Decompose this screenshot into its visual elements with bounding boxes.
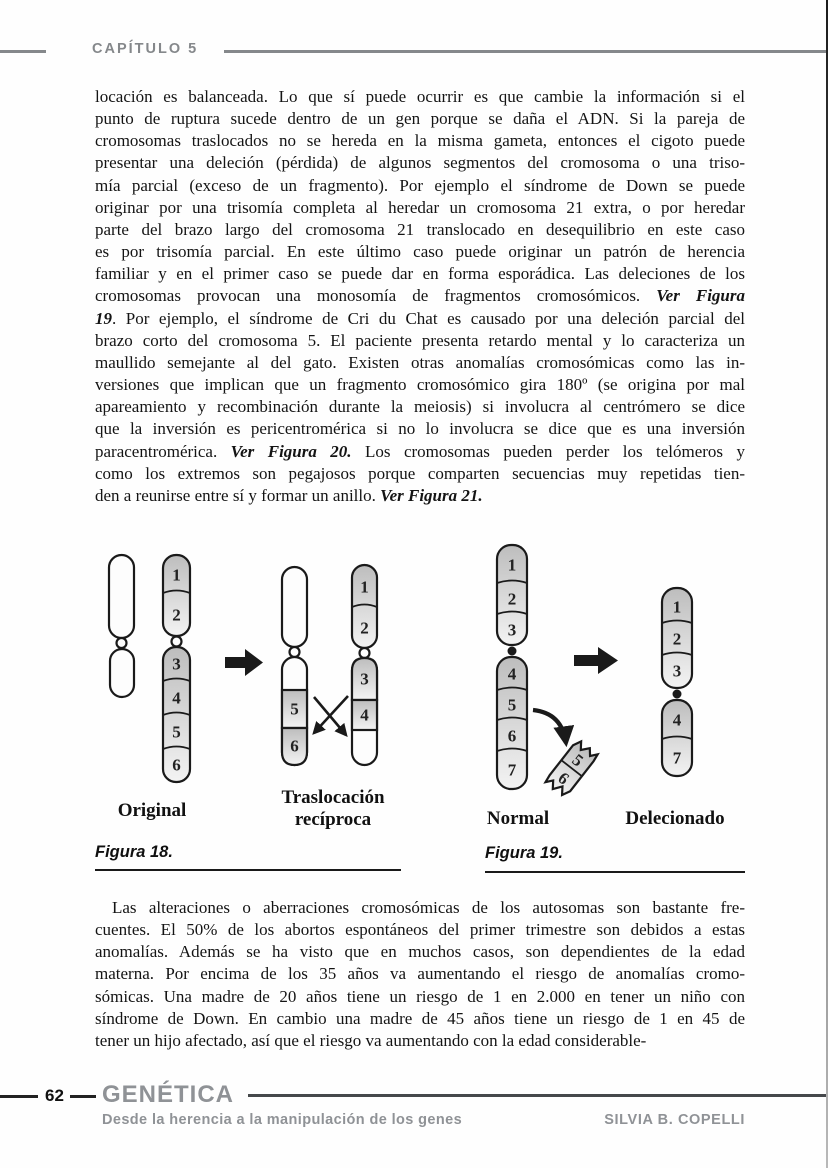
paragraph-aberrations-risk: Las alteraciones o aberraciones cromosómicas de los autosomas son bastante fre- cuentes. El 50% de los abortos espontáneos del primer trimestre son debidos a estas anomalías. Además se ha visto que en muchos casos, son dependientes de la edad materna. Por encima de los 35 años va aumentando el riesgo de anomalías cromo- sómicas. Una madre de 20 años tiene un riesgo de 1 en 2.000 en tener un niño con síndrome de Down. En cambio una madre de 45 años tiene un riesgo de 1 en 45 de tener un hijo afectado, así que el riesgo va aumentando con la edad considerable-: [95, 898, 745, 1050]
svg-text:5: 5: [568, 750, 587, 771]
svg-text:3: 3: [172, 654, 181, 674]
chromosome-original-banded: [163, 555, 190, 782]
chromosome-translocated-right: [352, 565, 377, 765]
footer-rule-left: [0, 1095, 38, 1098]
svg-text:6: 6: [507, 726, 517, 746]
page-number: 62: [45, 1086, 64, 1105]
figure-19-rule: [485, 871, 745, 873]
svg-text:7: 7: [507, 760, 517, 780]
figure-19-caption: Figura 19.: [485, 844, 563, 862]
right-arrow-icon: [574, 647, 618, 674]
header-rule-left: [0, 50, 46, 53]
svg-text:3: 3: [672, 661, 682, 681]
figure-18-label-original: Original: [117, 800, 187, 821]
header-rule-right: [224, 50, 828, 53]
svg-text:3: 3: [360, 669, 369, 689]
figure-18-caption: Figura 18.: [95, 843, 173, 861]
svg-text:1: 1: [672, 597, 682, 617]
svg-text:5: 5: [507, 695, 517, 715]
figure-18-rule: [95, 869, 401, 871]
book-subtitle: Desde la herencia a la manipulación de los genes: [102, 1112, 463, 1128]
chromosome-deleted: [662, 588, 692, 776]
footer-rule-mid: [70, 1095, 96, 1098]
svg-text:4: 4: [360, 705, 369, 725]
curved-deletion-arrow-icon: [533, 710, 566, 743]
figure-19-label-normal: Normal: [486, 808, 550, 829]
footer-rule-right: [248, 1094, 828, 1097]
book-author: SILVIA B. COPELLI: [604, 1112, 745, 1128]
chromosome-normal: [497, 545, 527, 789]
svg-text:3: 3: [507, 620, 517, 640]
crossed-exchange-arrows-icon: [314, 696, 348, 735]
svg-text:2: 2: [672, 629, 682, 649]
chromosome-translocated-left: [282, 567, 307, 765]
svg-text:2: 2: [360, 618, 369, 638]
figure-19-label-deleted: Delecionado: [625, 808, 725, 829]
svg-text:4: 4: [672, 710, 682, 730]
figure-18-diagram: [95, 545, 405, 837]
svg-text:6: 6: [554, 768, 573, 789]
svg-text:1: 1: [507, 555, 517, 575]
svg-text:2: 2: [507, 589, 517, 609]
svg-text:7: 7: [672, 748, 682, 768]
figure-18-label-translocation-line1: Traslocación: [281, 787, 385, 808]
figure-18-label-translocation-line2: recíproca: [294, 809, 372, 830]
deleted-fragment: [544, 739, 598, 798]
svg-text:6: 6: [172, 755, 181, 775]
chromosome-original-plain: [109, 555, 134, 697]
chapter-heading: CAPÍTULO 5: [92, 41, 199, 57]
book-title: GENÉTICA: [102, 1081, 235, 1108]
svg-text:6: 6: [290, 736, 299, 756]
svg-text:4: 4: [172, 688, 181, 708]
svg-text:1: 1: [172, 565, 181, 585]
figure-19-diagram: [478, 543, 748, 835]
svg-text:2: 2: [172, 605, 181, 625]
svg-text:1: 1: [360, 577, 369, 597]
paragraph-translocations-deletions: locación es balanceada. Lo que sí puede ocurrir es que cambie la información si el punto de ruptura sucede dentro de un gen porque se daña el ADN. Si la pareja de cromosomas traslocados no se hereda en la misma gameta, entonces el cigoto puede presentar una deleción (pérdida) de algunos segmentos del cromosoma o una triso- mía parcial (exceso de un fragmento). Por ejemplo el síndrome de Down se puede originar por una trisomía completa al heredar un cromosoma 21 extra, o por heredar parte del brazo largo del cromosoma 21 translocado en desequilibrio en este caso es por trisomía parcial. En este último caso puede originar un patrón de herencia familiar y en el primer caso se puede dar en forma esporádica. Las deleciones de los cromosomas provocan una monosomía de fragmentos cromosómicos. Ver Figura 19. Por ejemplo, el síndrome de Cri du Chat es causado por una deleción parcial del brazo corto del cromosoma 5. El paciente presenta retardo mental y lo caracteriza un maullido semejante al del gato. Existen otras anomalías cromosómicas como las in- versiones que implican que un fragmento cromosómico gira 180º (se origina por mal apareamiento y recombinación durante la meiosis) si involucra al centrómero se dice que la inversión es pericentromérica si no lo involucra se dice que es una inversión paracentromérica. Ver Figura 20. Los cromosomas pueden perder los telómeros y como los extremos son pegajosos porque comparten secuencias muy repetidas tien- den a reunirse entre sí y formar un anillo. Ver Figura 21.: [95, 87, 745, 505]
right-arrow-icon: [225, 649, 263, 676]
svg-text:5: 5: [290, 699, 299, 719]
svg-text:4: 4: [507, 664, 517, 684]
svg-text:5: 5: [172, 722, 181, 742]
